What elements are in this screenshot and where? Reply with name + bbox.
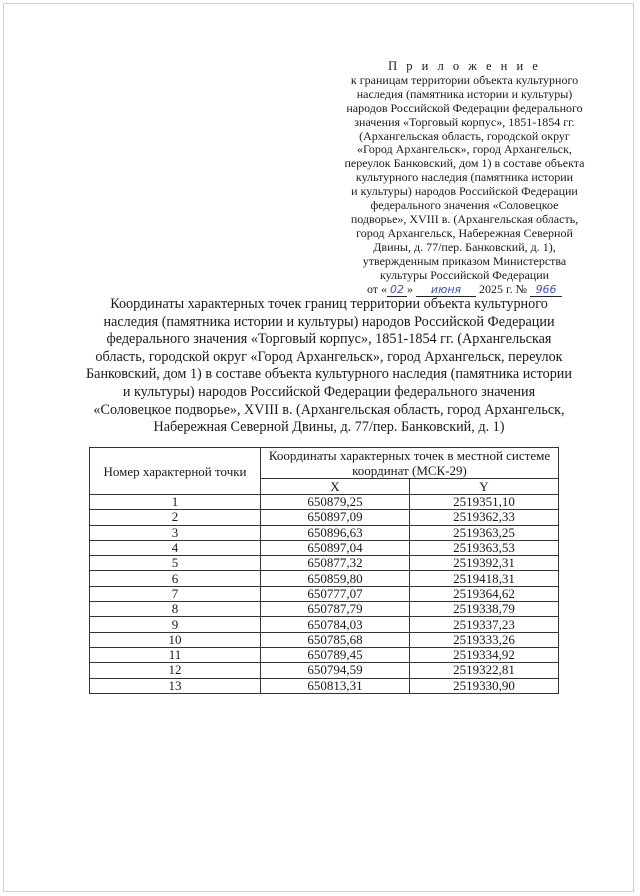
table-row	[90, 602, 559, 617]
cell-y: 2519334,92	[410, 647, 559, 662]
cell-point-number: 11	[90, 647, 261, 662]
document-title	[84, 296, 574, 437]
appendix-block	[322, 60, 607, 297]
appendix-line: федерального значения «Соловецкое	[370, 198, 559, 213]
appendix-line: город Архангельск, Набережная Северной	[356, 225, 573, 240]
cell-x: 650789,45	[261, 647, 410, 662]
cell-point-number: 8	[90, 602, 261, 617]
cell-x: 650859,80	[261, 571, 410, 586]
table-row	[90, 678, 559, 693]
title-line: федерального значения «Торговый корпус», 1851-1854 гг. (Архангельская	[106, 331, 552, 348]
order-mid: »	[407, 281, 417, 296]
cell-y: 2519418,31	[410, 571, 559, 586]
appendix-line: утвержденным приказом Министерства	[362, 253, 567, 268]
appendix-line: культурного наследия (памятника истории	[355, 170, 574, 185]
cell-point-number: 6	[90, 571, 261, 586]
table-row	[90, 632, 559, 647]
cell-x: 650794,59	[261, 663, 410, 678]
cell-y: 2519338,79	[410, 602, 559, 617]
cell-y: 2519330,90	[410, 678, 559, 693]
cell-y: 2519363,25	[410, 525, 559, 540]
header-coordinates: Координаты характерных точек в местной системе координат (МСК-29)	[261, 448, 559, 479]
cell-point-number: 5	[90, 556, 261, 571]
cell-x: 650896,63	[261, 525, 410, 540]
cell-y: 2519364,62	[410, 586, 559, 601]
table-row	[90, 571, 559, 586]
order-day-handwritten: 02	[387, 284, 407, 297]
title-line: «Соловецкое подворье», XVIII в. (Архангельская область, город Архангельск,	[93, 401, 565, 418]
appendix-line: народов Российской Федерации федерального	[346, 100, 583, 115]
table-row	[90, 495, 559, 510]
title-line: Набережная Северной Двины, д. 77/пер. Банковский, д. 1)	[153, 419, 505, 436]
cell-point-number: 13	[90, 678, 261, 693]
title-line: и культуры) народов Российской Федерации федерального значения	[122, 383, 536, 400]
table-row	[90, 663, 559, 678]
appendix-line: Двины, д. 77/пер. Банковский, д. 1),	[373, 239, 556, 254]
cell-x: 650897,04	[261, 540, 410, 555]
order-number-handwritten: 966	[530, 284, 562, 297]
document-page	[3, 3, 634, 892]
cell-y: 2519362,33	[410, 510, 559, 525]
cell-x: 650777,07	[261, 586, 410, 601]
table-row	[90, 540, 559, 555]
cell-point-number: 1	[90, 495, 261, 510]
header-x: X	[261, 479, 410, 495]
cell-point-number: 12	[90, 663, 261, 678]
header-point-number: Номер характерной точки	[90, 448, 261, 495]
appendix-line: подворье», XVIII в. (Архангельская область,	[350, 211, 579, 226]
cell-point-number: 3	[90, 525, 261, 540]
table-row	[90, 510, 559, 525]
cell-x: 650877,32	[261, 556, 410, 571]
appendix-line: значения «Торговый корпус», 1851-1854 гг.	[354, 114, 575, 129]
cell-x: 650813,31	[261, 678, 410, 693]
title-line: Банковский, дом 1) в составе объекта культурного наследия (памятника истории	[86, 366, 572, 383]
table-row	[90, 586, 559, 601]
coordinates-table	[89, 447, 559, 694]
order-month-handwritten: июня	[416, 284, 476, 297]
header-y: Y	[410, 479, 559, 495]
cell-x: 650879,25	[261, 495, 410, 510]
cell-y: 2519337,23	[410, 617, 559, 632]
cell-point-number: 9	[90, 617, 261, 632]
coordinates-rows	[90, 495, 559, 694]
cell-x: 650897,09	[261, 510, 410, 525]
cell-x: 650784,03	[261, 617, 410, 632]
cell-y: 2519351,10	[410, 495, 559, 510]
table-row	[90, 525, 559, 540]
cell-y: 2519392,31	[410, 556, 559, 571]
cell-point-number: 10	[90, 632, 261, 647]
title-line: наследия (памятника истории и культуры) народов Российской Федерации	[103, 313, 555, 330]
order-date-line	[322, 283, 607, 297]
title-line: область, городской округ «Город Архангельск», город Архангельск, переулок	[95, 348, 563, 365]
cell-x: 650785,68	[261, 632, 410, 647]
cell-x: 650787,79	[261, 602, 410, 617]
appendix-line: (Архангельская область, городской округ	[359, 128, 570, 143]
appendix-line: и культуры) народов Российской Федерации	[351, 184, 578, 199]
table-row	[90, 556, 559, 571]
cell-point-number: 2	[90, 510, 261, 525]
appendix-line: наследия (памятника истории и культуры)	[356, 86, 573, 101]
appendix-line: к границам территории объекта культурного	[350, 72, 579, 87]
cell-point-number: 4	[90, 540, 261, 555]
title-line: Координаты характерных точек границ территории объекта культурного	[110, 296, 548, 312]
appendix-line: переулок Банковский, дом 1) в составе объекта	[344, 156, 585, 171]
cell-y: 2519322,81	[410, 663, 559, 678]
cell-point-number: 7	[90, 586, 261, 601]
order-prefix: от «	[366, 281, 388, 296]
cell-y: 2519333,26	[410, 632, 559, 647]
appendix-line: культуры Российской Федерации	[379, 267, 550, 282]
cell-y: 2519363,53	[410, 540, 559, 555]
table-row	[90, 617, 559, 632]
order-year: 2025 г. №	[476, 281, 531, 296]
appendix-heading: П р и л о ж е н и е	[388, 59, 541, 73]
appendix-line: «Город Архангельск», город Архангельск,	[357, 142, 572, 157]
table-row	[90, 647, 559, 662]
